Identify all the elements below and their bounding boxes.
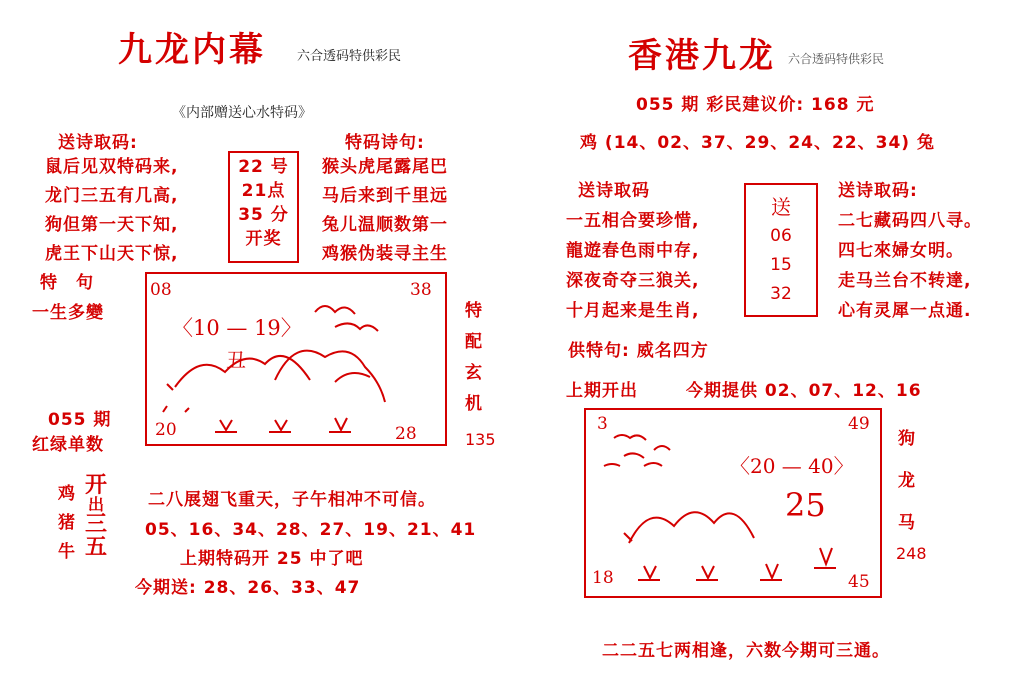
opening-column: [85, 474, 108, 559]
left-poem-header: 送诗取码:: [58, 133, 138, 153]
right-side-number: 248: [896, 544, 927, 563]
animal: 猪: [58, 513, 76, 533]
left-numbers: 05、16、34、28、27、19、21、41: [145, 520, 477, 540]
poem-line: 鼠后见双特码来,: [45, 157, 179, 177]
poem-line: 心有灵犀一点通.: [838, 301, 972, 321]
te-ju-label: 特 句: [40, 273, 94, 293]
left-title: 九龙内幕: [118, 30, 266, 70]
opening-char: 出: [88, 495, 106, 514]
poem-line: 二七藏码四八寻。: [838, 211, 982, 231]
draw-label: 开奖: [245, 229, 282, 249]
animal: 鸡: [58, 484, 76, 504]
special-poem: [322, 153, 448, 269]
red-green-label: 红绿单数: [32, 435, 104, 455]
right-poem: [566, 206, 699, 326]
right-sketch-bottom-left: 18: [592, 568, 614, 588]
left-side-number: 135: [465, 430, 496, 449]
opening-char: 五: [85, 535, 109, 560]
draw-minute: 35 分: [238, 205, 289, 225]
side-char: 机: [465, 394, 483, 414]
side-animal: 狗: [898, 429, 916, 449]
right-sketch-range: 〈20 — 40〉: [730, 454, 854, 478]
left-sketch-bottom-left: 20: [155, 420, 177, 440]
draw-day: 22 号: [238, 157, 289, 177]
poem-line: 龍遊春色雨中存,: [566, 241, 700, 261]
poem-line: 深夜奇夺三狼关,: [566, 271, 700, 291]
right-sketch-top-right: 49: [848, 414, 870, 434]
special-poem-line: 猴头虎尾露尾巴: [322, 157, 448, 177]
right-last-period: 上期开出: [566, 381, 638, 401]
draw-hour: 21点: [241, 181, 286, 201]
left-sketch-top-right: 38: [410, 280, 432, 300]
right-this-period: 今期提供 02、07、12、16: [686, 381, 922, 401]
right-sketch-bottom-right: 45: [848, 572, 870, 592]
side-char: 特: [465, 301, 483, 321]
side-char: 玄: [465, 363, 483, 383]
right-issue-line: 055 期 彩民建议价: 168 元: [636, 95, 875, 115]
left-sketch-range: 〈10 — 19〉: [172, 316, 302, 340]
poem-line: 龙门三五有几高,: [45, 186, 179, 206]
right-sketch-drawing: [584, 408, 880, 596]
special-poem-line: 马后来到千里远: [322, 186, 448, 206]
right-title: 香港九龙: [628, 36, 776, 76]
opening-char: 开: [85, 473, 109, 498]
right-subtitle: 六合透码特供彩民: [788, 52, 885, 66]
right-number-box: [744, 183, 818, 317]
animal: 牛: [58, 542, 76, 562]
left-sketch-top-left: 08: [150, 280, 172, 300]
left-this-period: 今期送: 28、26、33、47: [135, 578, 361, 598]
right-poem2: [838, 206, 982, 326]
right-poem-header: 送诗取码: [578, 181, 650, 201]
right-side-animals: [898, 418, 916, 544]
box-label: 送: [771, 195, 791, 219]
right-footer: 二二五七两相逢，六数今期可三通。: [602, 641, 890, 661]
box-number: 06: [770, 226, 792, 246]
left-poem: [45, 153, 178, 269]
box-number: 15: [770, 255, 792, 275]
right-poem2-header: 送诗取码:: [838, 181, 918, 201]
left-side-label: [465, 296, 483, 420]
draw-time-box: [228, 151, 299, 263]
special-poem-header: 特码诗句:: [345, 133, 425, 153]
poem-line: 一五相合要珍惜,: [566, 211, 700, 231]
left-subtitle: 六合透码特供彩民: [297, 49, 402, 64]
special-poem-line: 兔儿温顺数第一: [322, 215, 448, 235]
left-sketch-bottom-right: 28: [395, 424, 417, 444]
right-sketch-top-left: 3: [597, 414, 608, 434]
side-animal: 马: [898, 513, 916, 533]
poem-line: 四七來婦女明。: [838, 241, 964, 261]
special-poem-line: 鸡猴伪装寻主生: [322, 244, 448, 264]
right-special-line: 供特句: 威名四方: [568, 341, 709, 361]
te-ju-text: 一生多變: [32, 303, 104, 323]
poem-line: 狗但第一天下知,: [45, 215, 179, 235]
side-animal: 龙: [898, 471, 916, 491]
side-char: 配: [465, 332, 483, 352]
poem-line: 虎王下山天下惊,: [45, 244, 179, 264]
opening-char: 三: [85, 512, 109, 537]
box-number: 32: [770, 284, 792, 304]
left-sketch-mid: 丑: [226, 348, 246, 372]
left-period: 055 期: [48, 410, 112, 430]
poem-line: 走马兰台不转達,: [838, 271, 972, 291]
left-verse: 二八展翅飞重天，子午相冲不可信。: [148, 490, 436, 510]
animals-column: [58, 480, 76, 567]
right-sketch-center: 25: [785, 486, 826, 524]
left-last-period: 上期特码开 25 中了吧: [180, 549, 364, 569]
left-sketch-plants: [145, 272, 445, 444]
right-number-line: 鸡 (14、02、37、29、24、22、34) 兔: [580, 133, 935, 153]
poem-line: 十月起来是生肖,: [566, 301, 700, 321]
left-inner-note: 《内部赠送心水特码》: [172, 105, 312, 121]
